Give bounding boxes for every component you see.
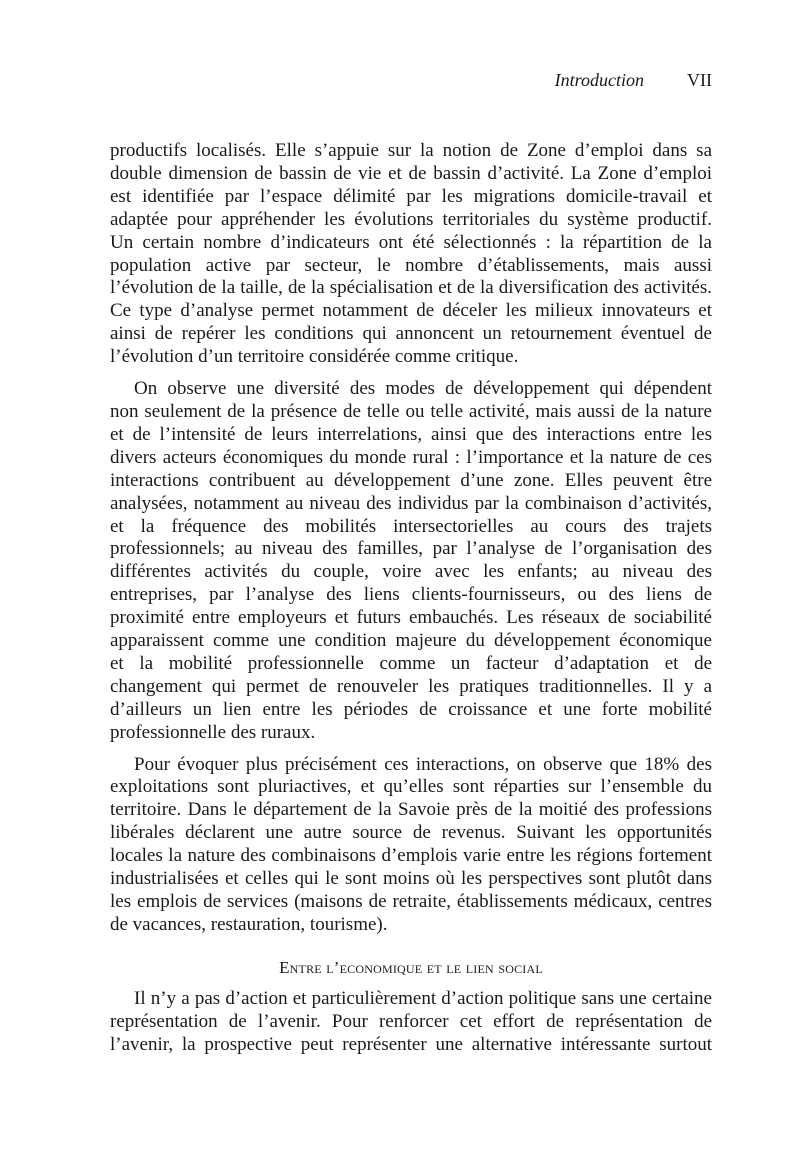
- text-line: les emplois de services (maisons de retraite, établissements médicaux, centres: [110, 891, 712, 912]
- text-line: On observe une diversité des modes de développement qui dépendent: [134, 378, 712, 400]
- text-line: changement qui permet de renouveler les pratiques traditionnelles. Il y a: [110, 675, 712, 697]
- text-line: l’évolution d’un territoire considérée comme critique.: [110, 346, 519, 368]
- page-number: VII: [687, 70, 712, 90]
- text-line: entreprises, par l’analyse des liens clients-fournisseurs, ou des liens de: [110, 584, 712, 606]
- text-line: professionnelle des ruraux.: [110, 721, 316, 743]
- text-line: représentation de l’avenir. Pour renforcer cet effort de représentation de: [110, 1010, 712, 1032]
- text-line: exploitations sont pluriactives, et qu’elles sont réparties sur l’ensemble du: [110, 776, 712, 798]
- text-line: de vacances, restauration, tourisme).: [110, 913, 388, 935]
- text-line: Un certain nombre d’indicateurs ont été sélectionnés : la répartition de la: [110, 231, 712, 253]
- text-line: ainsi de repérer les conditions qui annoncent un retournement éventuel de: [110, 323, 712, 345]
- text-line: libérales déclarent une autre source de revenus. Suivant les opportunités: [110, 822, 712, 844]
- text-line: différentes activités du couple, voire avec les enfants; au niveau des: [110, 561, 712, 583]
- section-heading: Entre l’economique et le lien social: [279, 957, 543, 977]
- text-line: population active par secteur, le nombre d’établissements, mais aussi: [110, 254, 712, 276]
- text-line: locales la nature des combinaisons d’emplois varie entre les régions fortement: [110, 845, 712, 867]
- text-line: l’évolution de la taille, de la spécialisation et de la diversification des activités.: [110, 277, 712, 299]
- paragraph-2: [110, 378, 712, 745]
- text-line: Ce type d’analyse permet notamment de déceler les milieux innovateurs et: [110, 300, 712, 322]
- text-line: productifs localisés. Elle s’appuie sur la notion de Zone d’emploi dans sa: [110, 140, 712, 161]
- text-line: et de l’intensité de leurs interrelations, ainsi que des interactions entre les: [110, 423, 712, 445]
- text-line: professionnels; au niveau des familles, par l’analyse de l’organisation des: [110, 538, 712, 560]
- text-line: et la mobilité professionnelle comme un facteur d’adaptation et de: [110, 652, 712, 674]
- paragraph-3: [110, 754, 712, 937]
- text-line: d’ailleurs un lien entre les périodes de croissance et une forte mobilité: [110, 698, 712, 720]
- running-head-title: Introduction: [554, 70, 644, 90]
- paragraph-1: [110, 140, 712, 369]
- text-line: analysées, notamment au niveau des individus par la combinaison d’activités,: [110, 492, 712, 514]
- text-line: divers acteurs économiques du monde rural : l’importance et la nature de ces: [110, 446, 712, 468]
- text-line: Pour évoquer plus précisément ces interactions, on observe que 18% des: [134, 753, 712, 775]
- running-head: [110, 70, 712, 94]
- text-line: industrialisées et celles qui le sont moins où les perspectives sont plutôt dans: [110, 868, 712, 890]
- text-line: et la fréquence des mobilités intersectorielles au cours des trajets: [110, 515, 712, 537]
- text-line: non seulement de la présence de telle ou telle activité, mais aussi de la nature: [110, 400, 712, 422]
- text-line: Il n’y a pas d’action et particulièrement d’action politique sans une certaine: [134, 987, 712, 1009]
- text-line: territoire. Dans le département de la Savoie près de la moitié des professions: [110, 799, 712, 821]
- paragraph-4: [110, 988, 712, 1057]
- text-line: proximité entre employeurs et futurs embauchés. Les réseaux de sociabilité: [110, 607, 712, 629]
- body-text: [110, 140, 712, 1065]
- text-line: adaptée pour appréhender les évolutions territoriales du système productif.: [110, 208, 712, 230]
- text-line: double dimension de bassin de vie et de bassin d’activité. La Zone d’emploi: [110, 162, 712, 184]
- text-line: est identifiée par l’espace délimité par les migrations domicile-travail et: [110, 185, 712, 207]
- text-line: l’avenir, la prospective peut représenter une alternative intéressante surtout: [110, 1033, 712, 1055]
- text-line: interactions contribuent au développement d’une zone. Elles peuvent être: [110, 469, 712, 491]
- text-line: apparaissent comme une condition majeure du développement économique: [110, 630, 712, 652]
